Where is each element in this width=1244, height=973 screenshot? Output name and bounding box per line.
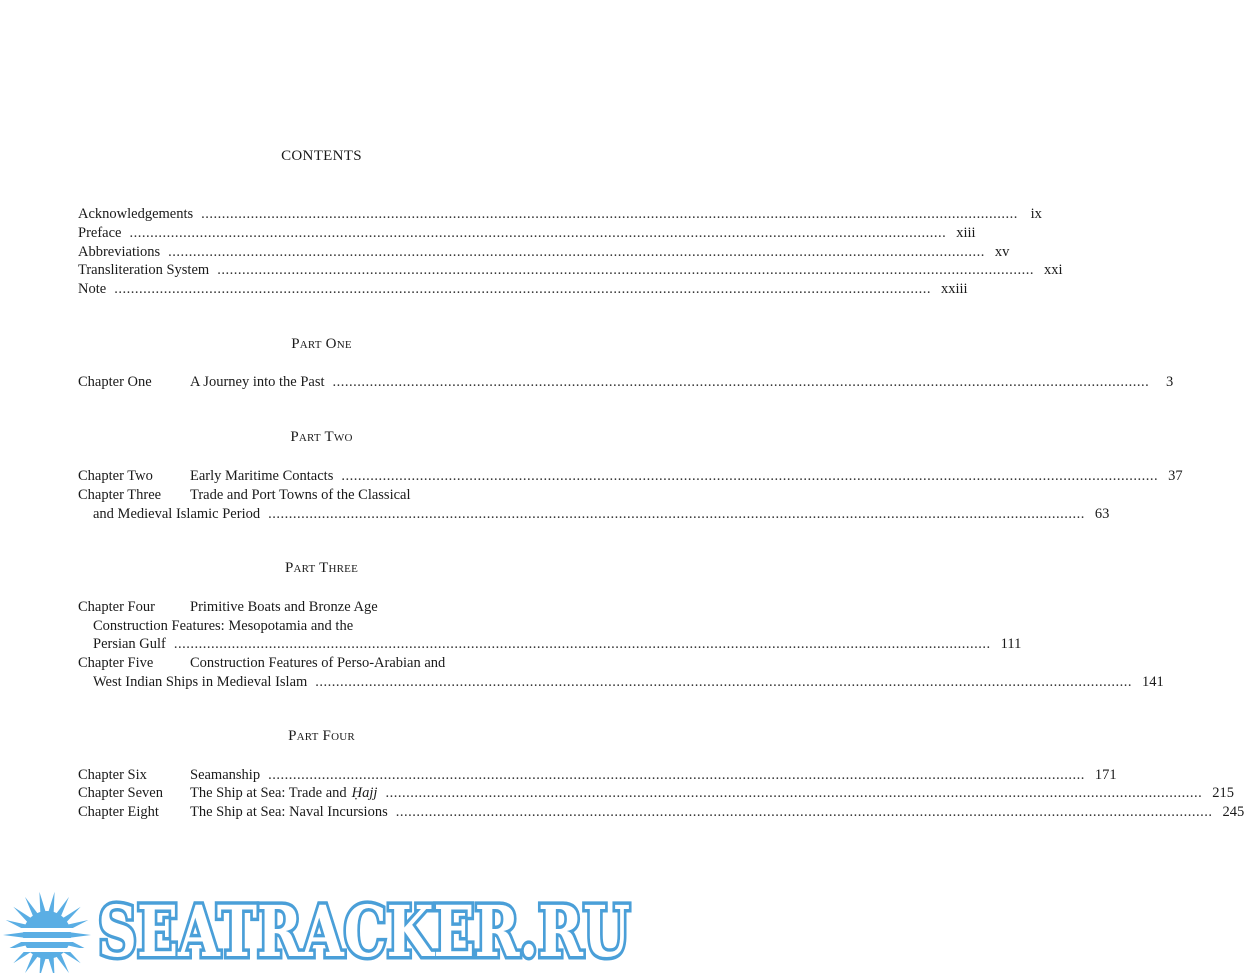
chapter-title: The Ship at Sea: Trade and <box>190 785 347 801</box>
chapter-number: Chapter Two <box>78 468 153 484</box>
chapter-page: 215 <box>1212 785 1234 801</box>
chapter-number: Chapter Five <box>78 655 154 671</box>
entry-label: Abbreviations <box>78 244 161 260</box>
entry-label: Acknowledgements <box>78 206 194 222</box>
entry-label: Transliteration System <box>78 262 210 278</box>
part-heading: Part One <box>291 336 352 352</box>
chapter-page: 141 <box>1142 674 1164 690</box>
dot-leader <box>201 205 1018 224</box>
part-heading: Part Two <box>290 429 353 445</box>
dot-leader <box>114 280 931 299</box>
toc-entry-abbreviations[interactable] <box>78 243 1010 262</box>
dot-leader <box>217 261 1034 280</box>
toc-entry-note[interactable] <box>78 280 968 299</box>
chapter-number: Chapter One <box>78 374 152 390</box>
toc-chapter-four-cont <box>93 617 353 636</box>
toc-entry-acknowledgements[interactable] <box>78 205 1042 224</box>
sun-ray <box>3 932 25 938</box>
toc-chapter-five[interactable] <box>78 654 445 673</box>
watermark-text: SEATRACKER.RU <box>98 890 630 973</box>
page-title: CONTENTS <box>281 148 362 164</box>
chapter-title-cont: West Indian Ships in Medieval Islam <box>93 674 308 690</box>
dot-leader <box>396 803 1213 822</box>
chapter-title: Primitive Boats and Bronze Age <box>190 599 378 615</box>
sun-ray <box>48 892 55 914</box>
entry-label: Note <box>78 281 107 297</box>
dot-leader <box>174 635 991 654</box>
chapter-title: Construction Features of Perso-Arabian and <box>190 655 446 671</box>
chapter-title: Trade and Port Towns of the Classical <box>190 487 411 503</box>
sun-ray <box>39 892 46 914</box>
chapter-number: Chapter Six <box>78 767 147 783</box>
chapter-title-italic: Ḥajj <box>351 785 378 801</box>
dot-leader <box>129 224 946 243</box>
chapter-number: Chapter Three <box>78 487 162 503</box>
entry-page: xxiii <box>940 281 968 297</box>
toc-chapter-seven[interactable] <box>78 784 1234 803</box>
entry-label: Preface <box>78 225 122 241</box>
sun-icon <box>0 892 96 973</box>
chapter-number: Chapter Four <box>78 599 155 615</box>
chapter-title-cont: and Medieval Islamic Period <box>93 506 261 522</box>
dot-leader <box>385 784 1202 803</box>
toc-chapter-six[interactable] <box>78 766 1117 785</box>
toc-chapter-four-end[interactable] <box>93 635 1022 654</box>
toc-chapter-two[interactable] <box>78 467 1183 486</box>
entry-page: xiii <box>956 225 976 241</box>
toc-entry-transliteration[interactable] <box>78 261 1063 280</box>
chapter-page: 63 <box>1094 506 1110 522</box>
toc-chapter-three-cont[interactable] <box>93 505 1110 524</box>
toc-entry-preface[interactable] <box>78 224 976 243</box>
part-heading: Part Three <box>284 560 359 576</box>
sun-ray <box>69 932 91 938</box>
toc-chapter-five-cont[interactable] <box>93 673 1164 692</box>
toc-chapter-three[interactable] <box>78 486 411 505</box>
chapter-page: 3 <box>1166 374 1174 390</box>
chapter-title: Early Maritime Contacts <box>190 468 334 484</box>
chapter-title: The Ship at Sea: Naval Incursions <box>190 804 388 820</box>
chapter-page: 111 <box>1000 636 1022 652</box>
dot-leader <box>315 673 1132 692</box>
dot-leader <box>268 505 1085 524</box>
entry-page: xxi <box>1043 262 1063 278</box>
chapter-page: 245 <box>1222 804 1244 820</box>
chapter-title: A Journey into the Past <box>190 374 325 390</box>
chapter-number: Chapter Eight <box>78 804 159 820</box>
chapter-title: Seamanship <box>190 767 261 783</box>
entry-page: ix <box>1030 206 1042 222</box>
part-heading: Part Four <box>288 728 355 744</box>
dot-leader <box>333 373 1150 392</box>
chapter-page: 37 <box>1168 468 1183 484</box>
toc-chapter-eight[interactable] <box>78 803 1244 822</box>
chapter-number: Chapter Seven <box>78 785 163 801</box>
entry-page: xv <box>994 244 1010 260</box>
dot-leader <box>268 766 1085 785</box>
toc-chapter-four[interactable] <box>78 598 378 617</box>
chapter-page: 171 <box>1094 767 1117 783</box>
dot-leader <box>168 243 985 262</box>
watermark-logo <box>0 872 643 973</box>
chapter-title-cont: Construction Features: Mesopotamia and the <box>93 618 354 634</box>
dot-leader <box>341 467 1158 486</box>
toc-chapter-one[interactable] <box>78 373 1174 392</box>
chapter-title-cont: Persian Gulf <box>93 636 166 652</box>
